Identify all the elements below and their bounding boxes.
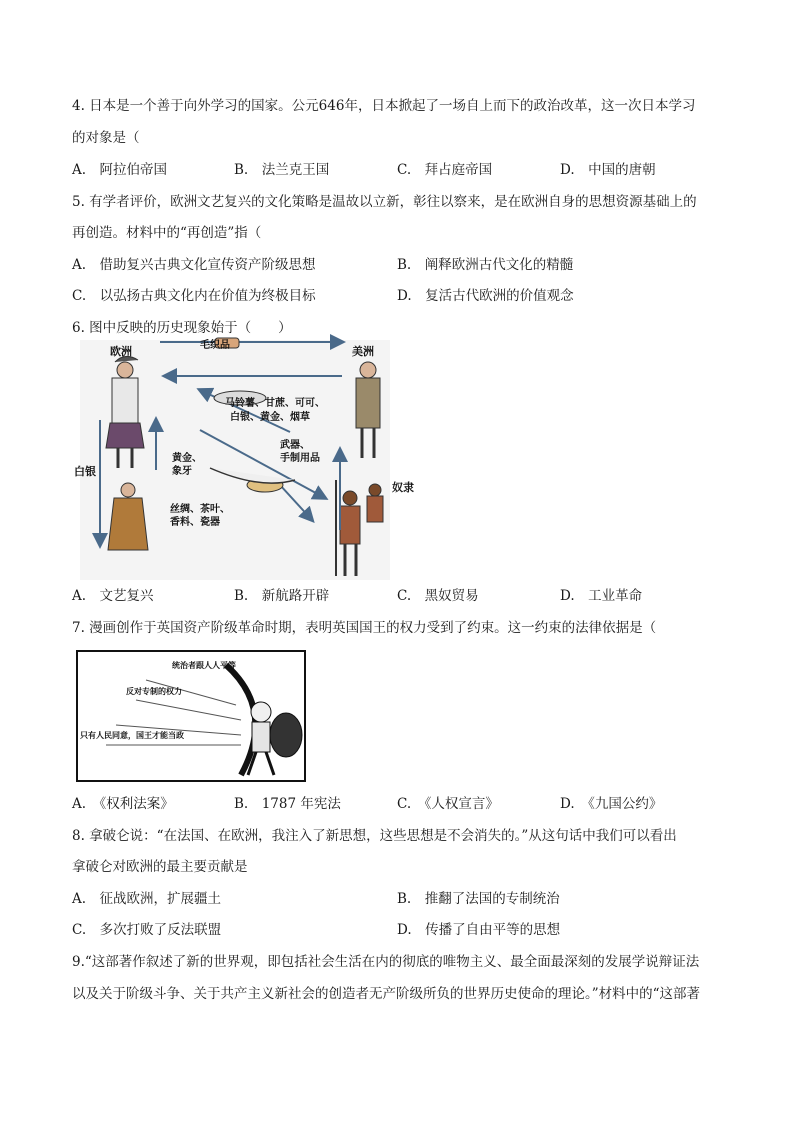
label-america: 美洲 (352, 345, 374, 358)
q8-option-a[interactable]: A. 征战欧洲，扩展疆土 (72, 891, 222, 907)
label-weapons-2: 手制用品 (280, 453, 320, 464)
label-weapons-1: 武器、 (280, 440, 310, 451)
q6-option-a[interactable]: A. 文艺复兴 (72, 588, 154, 604)
cartoon-text-3: 只有人民同意，国王才能当政 (80, 731, 184, 740)
label-gold-1: 黄金、 (172, 453, 202, 464)
label-gold-2: 象牙 (172, 466, 192, 477)
q7-option-c[interactable]: C. 《人权宣言》 (397, 796, 499, 812)
label-europe: 欧洲 (110, 345, 132, 358)
label-wool: 毛织品 (200, 340, 230, 351)
q4-option-c[interactable]: C. 拜占庭帝国 (397, 162, 493, 178)
q4-option-a[interactable]: A. 阿拉伯帝国 (72, 162, 168, 178)
q9-stem-line1: 9.“这部著作叙述了新的世界观，即包括社会生活在内的彻底的唯物主义、最全面最深刻的发展学说辩证法 (72, 954, 700, 970)
q8-option-d[interactable]: D. 传播了自由平等的思想 (397, 922, 561, 938)
q7-stem: 7. 漫画创作于英国资产阶级革命时期，表明英国国王的权力受到了约束。这一约束的法律依据是（ (72, 620, 657, 636)
q6-stem: 6. 图中反映的历史现象始于（ ） (72, 320, 292, 336)
q8-stem-line2: 拿破仑对欧洲的最主要贡献是 (72, 859, 248, 875)
cartoon (76, 650, 306, 782)
cartoon-text-1: 统治者跟人人平等 (172, 661, 236, 670)
q4-option-d[interactable]: D. 中国的唐朝 (560, 162, 656, 178)
label-crops-1: 马铃薯、甘蔗、可可、 (225, 398, 325, 409)
q6-option-b[interactable]: B. 新航路开辟 (234, 588, 330, 604)
cartoon-text-2: 反对专制的权力 (126, 687, 182, 696)
q7-option-d[interactable]: D. 《九国公约》 (560, 796, 663, 812)
q5-stem-line1: 5. 有学者评价，欧洲文艺复兴的文化策略是温故以立新，彰往以察来，是在欧洲自身的思想资源基础上的 (72, 194, 697, 210)
q8-option-b[interactable]: B. 推翻了法国的专制统治 (397, 891, 560, 907)
q4-stem-line2: 的对象是（ (72, 130, 140, 146)
q5-option-d[interactable]: D. 复活古代欧洲的价值观念 (397, 288, 574, 304)
q8-stem-line1: 8. 拿破仑说：“在法国、在欧洲，我注入了新思想，这些思想是不会消失的。”从这句话中我们可以看出 (72, 828, 677, 844)
label-crops-2: 白银、黄金、烟草 (230, 412, 310, 423)
q4-stem-line1: 4. 日本是一个善于向外学习的国家。公元646年，日本掀起了一场自上而下的政治改革，这一次日本学习 (72, 98, 696, 114)
q5-stem-line2: 再创造。材料中的“再创造”指（ (72, 225, 262, 241)
q5-option-a[interactable]: A. 借助复兴古典文化宣传资产阶级思想 (72, 257, 316, 273)
label-silk-2: 香料、瓷器 (170, 517, 220, 528)
label-slaves: 奴隶 (392, 481, 414, 494)
q8-option-c[interactable]: C. 多次打败了反法联盟 (72, 922, 222, 938)
label-silk-1: 丝绸、茶叶、 (170, 504, 230, 515)
trade-diagram (74, 340, 390, 580)
q7-option-a[interactable]: A. 《权利法案》 (72, 796, 174, 812)
q5-option-b[interactable]: B. 阐释欧洲古代文化的精髓 (397, 257, 574, 273)
q5-option-c[interactable]: C. 以弘扬古典文化内在价值为终极目标 (72, 288, 316, 304)
q7-option-b[interactable]: B. 1787 年宪法 (234, 796, 341, 812)
q4-option-b[interactable]: B. 法兰克王国 (234, 162, 330, 178)
label-silver: 白银 (74, 465, 96, 478)
q6-option-c[interactable]: C. 黑奴贸易 (397, 588, 479, 604)
q9-stem-line2: 以及关于阶级斗争、关于共产主义新社会的创造者无产阶级所负的世界历史使命的理论。”材料中的“这部著 (72, 986, 701, 1002)
q6-option-d[interactable]: D. 工业革命 (560, 588, 643, 604)
